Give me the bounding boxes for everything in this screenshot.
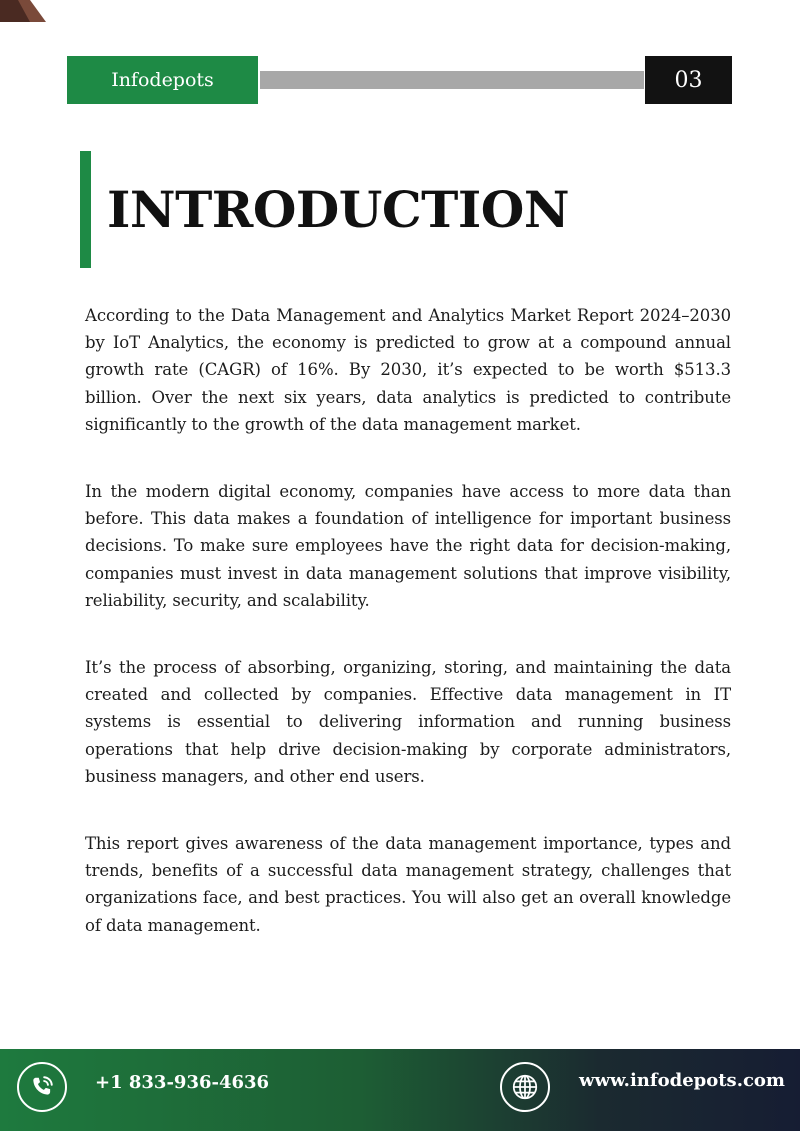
paragraph-text: According to the Data Management and Analytics Market Report 2024–2030 by IoT Analytics, the economy is predicted to grow at a compound annual growth rate (CAGR) of 16%. By 2030, it’s expected to be worth $513.3 billion. Over the next six years, data analytics is predicted to contribute significantly to the growth of the data management market. bbox=[85, 306, 731, 434]
brand-label: Infodepots bbox=[67, 56, 258, 104]
phone-number[interactable]: +1 833-936-4636 bbox=[95, 1072, 270, 1093]
page-header bbox=[67, 56, 732, 104]
body-paragraph-1 bbox=[85, 302, 731, 438]
paragraph-text: This report gives awareness of the data management importance, types and trends, benefits of a successful data management strategy, challenges that organizations face, and best practices. You will also get an overall knowledge of data management. bbox=[85, 834, 731, 935]
phone-icon bbox=[17, 1062, 67, 1112]
header-divider bbox=[260, 71, 644, 89]
corner-decoration bbox=[0, 0, 46, 22]
title-accent-bar bbox=[80, 151, 91, 268]
body-paragraph-3 bbox=[85, 654, 731, 790]
page-title: INTRODUCTION bbox=[107, 180, 570, 239]
page-number: 03 bbox=[645, 56, 732, 104]
body-paragraph-2 bbox=[85, 478, 731, 614]
body-paragraph-4 bbox=[85, 830, 731, 939]
paragraph-text: In the modern digital economy, companies have access to more data than before. This data makes a foundation of intelligence for important business decisions. To make sure employees have the right data for decision-making, companies must invest in data management solutions that improve visibility, reliability, security, and scalability. bbox=[85, 482, 731, 610]
website-link[interactable]: www.infodepots.com bbox=[579, 1070, 785, 1091]
paragraph-text: It’s the process of absorbing, organizing, storing, and maintaining the data created and collected by companies. Effective data management in IT systems is essential to delivering information and running business operations that help drive decision-making by corporate administrators, business managers, and other end users. bbox=[85, 658, 731, 786]
globe-icon bbox=[500, 1062, 550, 1112]
page-footer bbox=[0, 1049, 800, 1131]
